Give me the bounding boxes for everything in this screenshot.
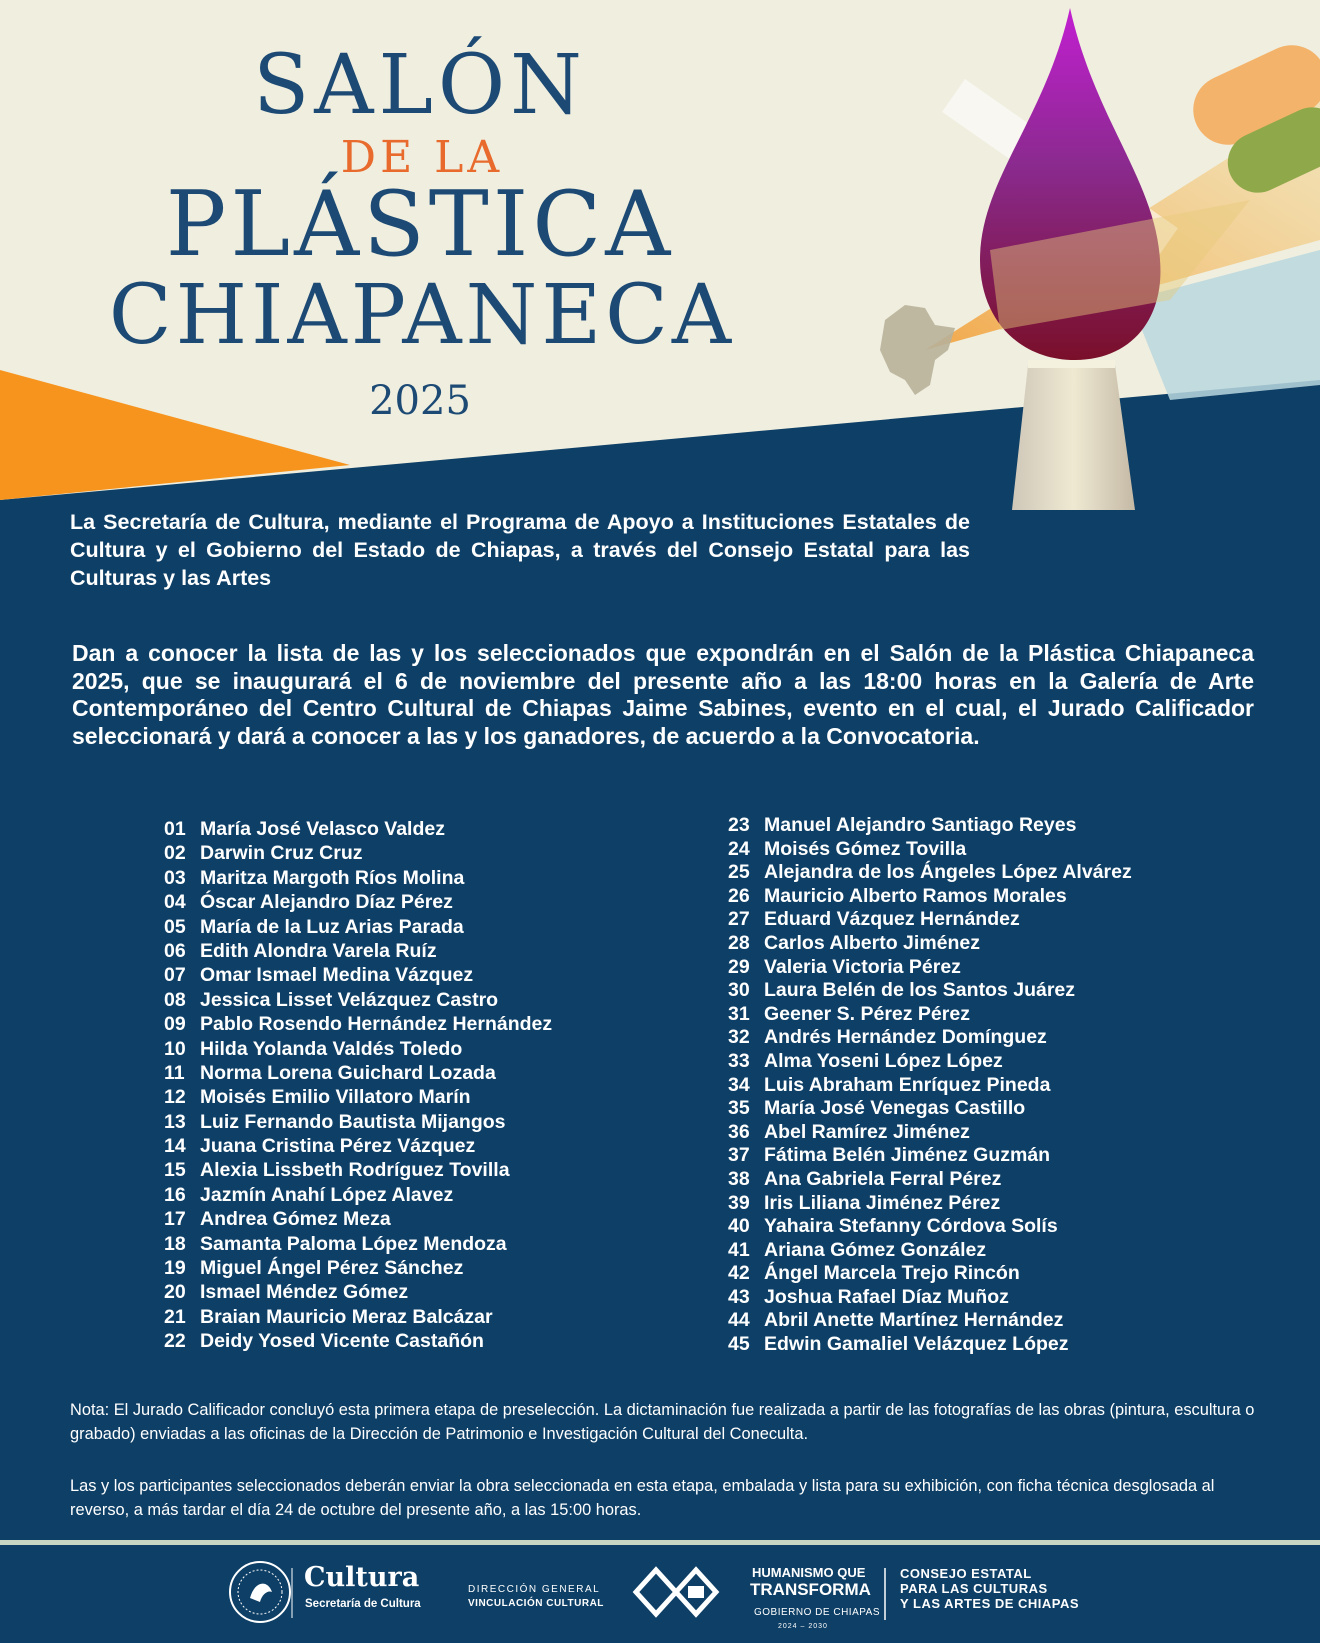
list-item-name: Andrés Hernández Domínguez xyxy=(764,1026,1047,1049)
list-item-number: 14 xyxy=(164,1135,186,1158)
list-item-name: Manuel Alejandro Santiago Reyes xyxy=(764,814,1077,836)
list-item-name: Valeria Victoria Pérez xyxy=(764,955,961,978)
list-item-name: Ángel Marcela Trejo Rincón xyxy=(764,1262,1020,1285)
list-item xyxy=(164,841,552,865)
list-item xyxy=(164,1256,552,1280)
list-item xyxy=(164,1207,552,1231)
list-item-number: 41 xyxy=(728,1238,750,1261)
list-item-number: 37 xyxy=(728,1144,750,1167)
list-item xyxy=(728,1262,1132,1286)
list-item-number: 22 xyxy=(164,1330,186,1353)
list-item xyxy=(164,1012,552,1036)
list-item-name: Moisés Gómez Tovilla xyxy=(764,837,967,860)
list-item xyxy=(728,1003,1132,1027)
list-item xyxy=(164,1232,552,1256)
list-item-number: 34 xyxy=(728,1073,750,1096)
list-item-name: Alejandra de los Ángeles López Alvárez xyxy=(764,861,1132,884)
list-item xyxy=(728,1286,1132,1310)
list-item-number: 01 xyxy=(164,818,186,840)
list-item-number: 08 xyxy=(164,988,186,1011)
consejo-logo-line2: PARA LAS CULTURAS xyxy=(900,1581,1048,1596)
list-item-name: Alexia Lissbeth Rodríguez Tovilla xyxy=(200,1159,510,1182)
consejo-logo-line3: Y LAS ARTES DE CHIAPAS xyxy=(900,1596,1080,1611)
list-item xyxy=(728,979,1132,1003)
list-item xyxy=(164,915,552,939)
list-item-number: 17 xyxy=(164,1208,186,1231)
list-item xyxy=(728,1192,1132,1216)
list-item xyxy=(164,1085,552,1109)
list-item xyxy=(728,1026,1132,1050)
list-item-number: 20 xyxy=(164,1281,186,1304)
humanismo-logo-icon xyxy=(636,1570,716,1614)
list-item xyxy=(728,1074,1132,1098)
title-de-la: DE LA xyxy=(340,132,504,183)
list-item-number: 35 xyxy=(728,1097,750,1120)
list-item-name: Deidy Yosed Vicente Castañón xyxy=(200,1330,484,1353)
title-year: 2025 xyxy=(369,378,471,424)
list-item xyxy=(164,939,552,963)
list-item-number: 21 xyxy=(164,1305,186,1328)
list-item-name: Yahaira Stefanny Córdova Solís xyxy=(764,1215,1058,1238)
list-item xyxy=(164,988,552,1012)
list-item-number: 13 xyxy=(164,1110,186,1133)
list-item xyxy=(164,1110,552,1134)
list-item-name: Edith Alondra Varela Ruíz xyxy=(200,939,437,962)
mexico-seal-icon xyxy=(230,1562,290,1622)
list-item-number: 16 xyxy=(164,1183,186,1206)
list-item-name: Eduard Vázquez Hernández xyxy=(764,908,1020,931)
jury-note: Nota: El Jurado Calificador concluyó esta primera etapa de preselección. La dictaminación fue realizada a partir de las fotografías de las obras (pintura, escultura o grabado) enviadas a las oficinas de la Dirección de Patrimonio e Investigación Cultural del Coneculta. xyxy=(70,1401,1255,1443)
list-item-name: Ana Gabriela Ferral Pérez xyxy=(764,1167,1002,1190)
list-item-name: Mauricio Alberto Ramos Morales xyxy=(764,884,1067,907)
list-item xyxy=(728,1168,1132,1192)
hqt-logo-line1: HUMANISMO QUE xyxy=(752,1565,866,1580)
announcement-paragraph: Dan a conocer la lista de las y los seleccionados que expondrán en el Salón de la Plástica Chiapaneca 2025, que se inaugurará el 6 de noviembre del presente año a las 18:00 horas en la Galería de Arte Contemporáneo del Centro Cultural de Chiapas Jaime Sabines, evento en el cual, el Jurado Calificador seleccionará y dará a conocer a las y los ganadores, de acuerdo a la Convocatoria. xyxy=(72,640,1254,749)
list-item xyxy=(728,1215,1132,1239)
list-item xyxy=(728,838,1132,862)
list-item-number: 02 xyxy=(164,842,186,865)
list-item xyxy=(164,890,552,914)
list-item-name: Abel Ramírez Jiménez xyxy=(764,1120,970,1143)
cultura-logo-text: Cultura xyxy=(304,1562,420,1593)
list-item-number: 24 xyxy=(728,837,750,860)
list-item-name: Pablo Rosendo Hernández Hernández xyxy=(200,1013,553,1036)
list-item-number: 11 xyxy=(164,1061,185,1084)
selected-list-right xyxy=(728,814,1132,1357)
list-item xyxy=(164,1183,552,1207)
list-item-number: 05 xyxy=(164,915,186,938)
list-item xyxy=(164,1037,552,1061)
list-item-name: Óscar Alejandro Díaz Pérez xyxy=(200,891,453,914)
list-item-name: María José Velasco Valdez xyxy=(200,818,445,840)
list-item-name: Braian Mauricio Meraz Balcázar xyxy=(200,1305,493,1328)
list-item-name: Juana Cristina Pérez Vázquez xyxy=(200,1135,476,1158)
list-item-number: 45 xyxy=(728,1333,750,1356)
list-item-number: 43 xyxy=(728,1285,750,1308)
list-item xyxy=(164,866,552,890)
list-item-name: Maritza Margoth Ríos Molina xyxy=(200,866,465,889)
list-item xyxy=(728,885,1132,909)
list-item xyxy=(164,1134,552,1158)
list-item-name: Alma Yoseni López López xyxy=(764,1049,1003,1072)
list-item xyxy=(728,814,1132,838)
list-item xyxy=(164,1329,552,1353)
list-item-number: 28 xyxy=(728,931,750,954)
dgvc-logo-line1: DIRECCIÓN GENERAL xyxy=(468,1584,601,1595)
hqt-logo-line3: GOBIERNO DE CHIAPAS xyxy=(754,1607,881,1618)
list-item-number: 38 xyxy=(728,1167,750,1190)
list-item xyxy=(728,861,1132,885)
list-item-number: 30 xyxy=(728,979,750,1002)
list-item-name: Hilda Yolanda Valdés Toledo xyxy=(200,1037,463,1060)
list-item-name: Laura Belén de los Santos Juárez xyxy=(764,979,1076,1002)
list-item-number: 09 xyxy=(164,1013,186,1036)
list-item-name: Luiz Fernando Bautista Mijangos xyxy=(200,1110,506,1133)
list-item-number: 26 xyxy=(728,884,750,907)
list-item xyxy=(728,1309,1132,1333)
list-item-name: Abril Anette Martínez Hernández xyxy=(764,1309,1064,1332)
cultura-logo-subtitle: Secretaría de Cultura xyxy=(305,1598,421,1610)
list-item-name: Darwin Cruz Cruz xyxy=(200,842,363,865)
consejo-logo-line1: CONSEJO ESTATAL xyxy=(900,1566,1032,1581)
list-item-number: 23 xyxy=(728,814,750,836)
list-item-number: 07 xyxy=(164,964,186,987)
list-item-name: Miguel Ángel Pérez Sánchez xyxy=(200,1257,464,1280)
list-item-name: Samanta Paloma López Mendoza xyxy=(200,1232,507,1255)
list-item-name: Iris Liliana Jiménez Pérez xyxy=(764,1191,1001,1214)
hqt-logo-years: 2024 – 2030 xyxy=(778,1623,828,1630)
list-item-number: 25 xyxy=(728,861,750,884)
list-item xyxy=(728,908,1132,932)
list-item-name: Ariana Gómez González xyxy=(764,1238,987,1261)
list-item-name: Geener S. Pérez Pérez xyxy=(764,1002,970,1025)
list-item xyxy=(728,1144,1132,1168)
selected-list-left xyxy=(164,817,552,1354)
list-item-number: 12 xyxy=(164,1086,186,1109)
list-item xyxy=(728,1050,1132,1074)
list-item-number: 33 xyxy=(728,1049,750,1072)
list-item-number: 31 xyxy=(728,1002,750,1025)
list-item xyxy=(728,1097,1132,1121)
list-item-name: Fátima Belén Jiménez Guzmán xyxy=(764,1144,1051,1167)
list-item-number: 04 xyxy=(164,891,186,914)
list-item-name: Jessica Lisset Velázquez Castro xyxy=(200,988,499,1011)
list-item-number: 19 xyxy=(164,1257,186,1280)
list-item xyxy=(728,932,1132,956)
list-item-name: Omar Ismael Medina Vázquez xyxy=(200,964,474,987)
list-item-number: 06 xyxy=(164,939,186,962)
list-item xyxy=(164,817,552,841)
list-item-name: Ismael Méndez Gómez xyxy=(200,1281,409,1304)
list-item-number: 44 xyxy=(728,1309,750,1332)
list-item xyxy=(728,956,1132,980)
list-item xyxy=(164,1158,552,1182)
list-item-number: 10 xyxy=(164,1037,186,1060)
list-item-number: 03 xyxy=(164,866,186,889)
list-item-name: María de la Luz Arias Parada xyxy=(200,915,464,938)
delivery-note: Las y los participantes seleccionados deberán enviar la obra seleccionada en esta etapa, embalada y lista para su exhibición, con ficha técnica desglosada al reverso, a más tardar el día 24 de octubre del presente año, a las 15:00 horas. xyxy=(70,1477,1215,1519)
list-item-number: 32 xyxy=(728,1026,750,1049)
list-item-number: 36 xyxy=(728,1120,750,1143)
footer-logos xyxy=(0,1540,1320,1643)
list-item xyxy=(728,1121,1132,1145)
list-item-number: 39 xyxy=(728,1191,750,1214)
intro-paragraph: La Secretaría de Cultura, mediante el Programa de Apoyo a Instituciones Estatales de Cultura y el Gobierno del Estado de Chiapas, a través del Consejo Estatal para las Culturas y las Artes xyxy=(70,510,970,590)
list-item-number: 27 xyxy=(728,908,750,931)
list-item-number: 40 xyxy=(728,1215,750,1238)
list-item-name: María José Venegas Castillo xyxy=(764,1097,1026,1120)
list-item-name: Moisés Emilio Villatoro Marín xyxy=(200,1086,471,1109)
list-item xyxy=(164,963,552,987)
list-item-name: Joshua Rafael Díaz Muñoz xyxy=(764,1285,1009,1308)
list-item-name: Edwin Gamaliel Velázquez López xyxy=(764,1333,1069,1356)
list-item-name: Jazmín Anahí López Alavez xyxy=(200,1183,454,1206)
hqt-logo-line2: TRANSFORMA xyxy=(750,1580,871,1599)
list-item xyxy=(164,1305,552,1329)
list-item xyxy=(728,1239,1132,1263)
title-plastica: PLÁSTICA xyxy=(165,172,675,277)
list-item xyxy=(728,1333,1132,1357)
list-item xyxy=(164,1061,552,1085)
list-item-number: 29 xyxy=(728,955,750,978)
list-item-name: Norma Lorena Guichard Lozada xyxy=(200,1061,496,1084)
list-item-name: Carlos Alberto Jiménez xyxy=(764,931,981,954)
title-salon: SALÓN xyxy=(253,38,587,133)
list-item-number: 15 xyxy=(164,1159,186,1182)
list-item-name: Luis Abraham Enríquez Pineda xyxy=(764,1073,1051,1096)
title-chiapaneca: CHIAPANECA xyxy=(108,268,736,363)
list-item-number: 18 xyxy=(164,1232,186,1255)
dgvc-logo-line2: VINCULACIÓN CULTURAL xyxy=(468,1598,604,1609)
list-item-number: 42 xyxy=(728,1262,750,1285)
list-item-name: Andrea Gómez Meza xyxy=(200,1208,391,1231)
list-item xyxy=(164,1280,552,1304)
